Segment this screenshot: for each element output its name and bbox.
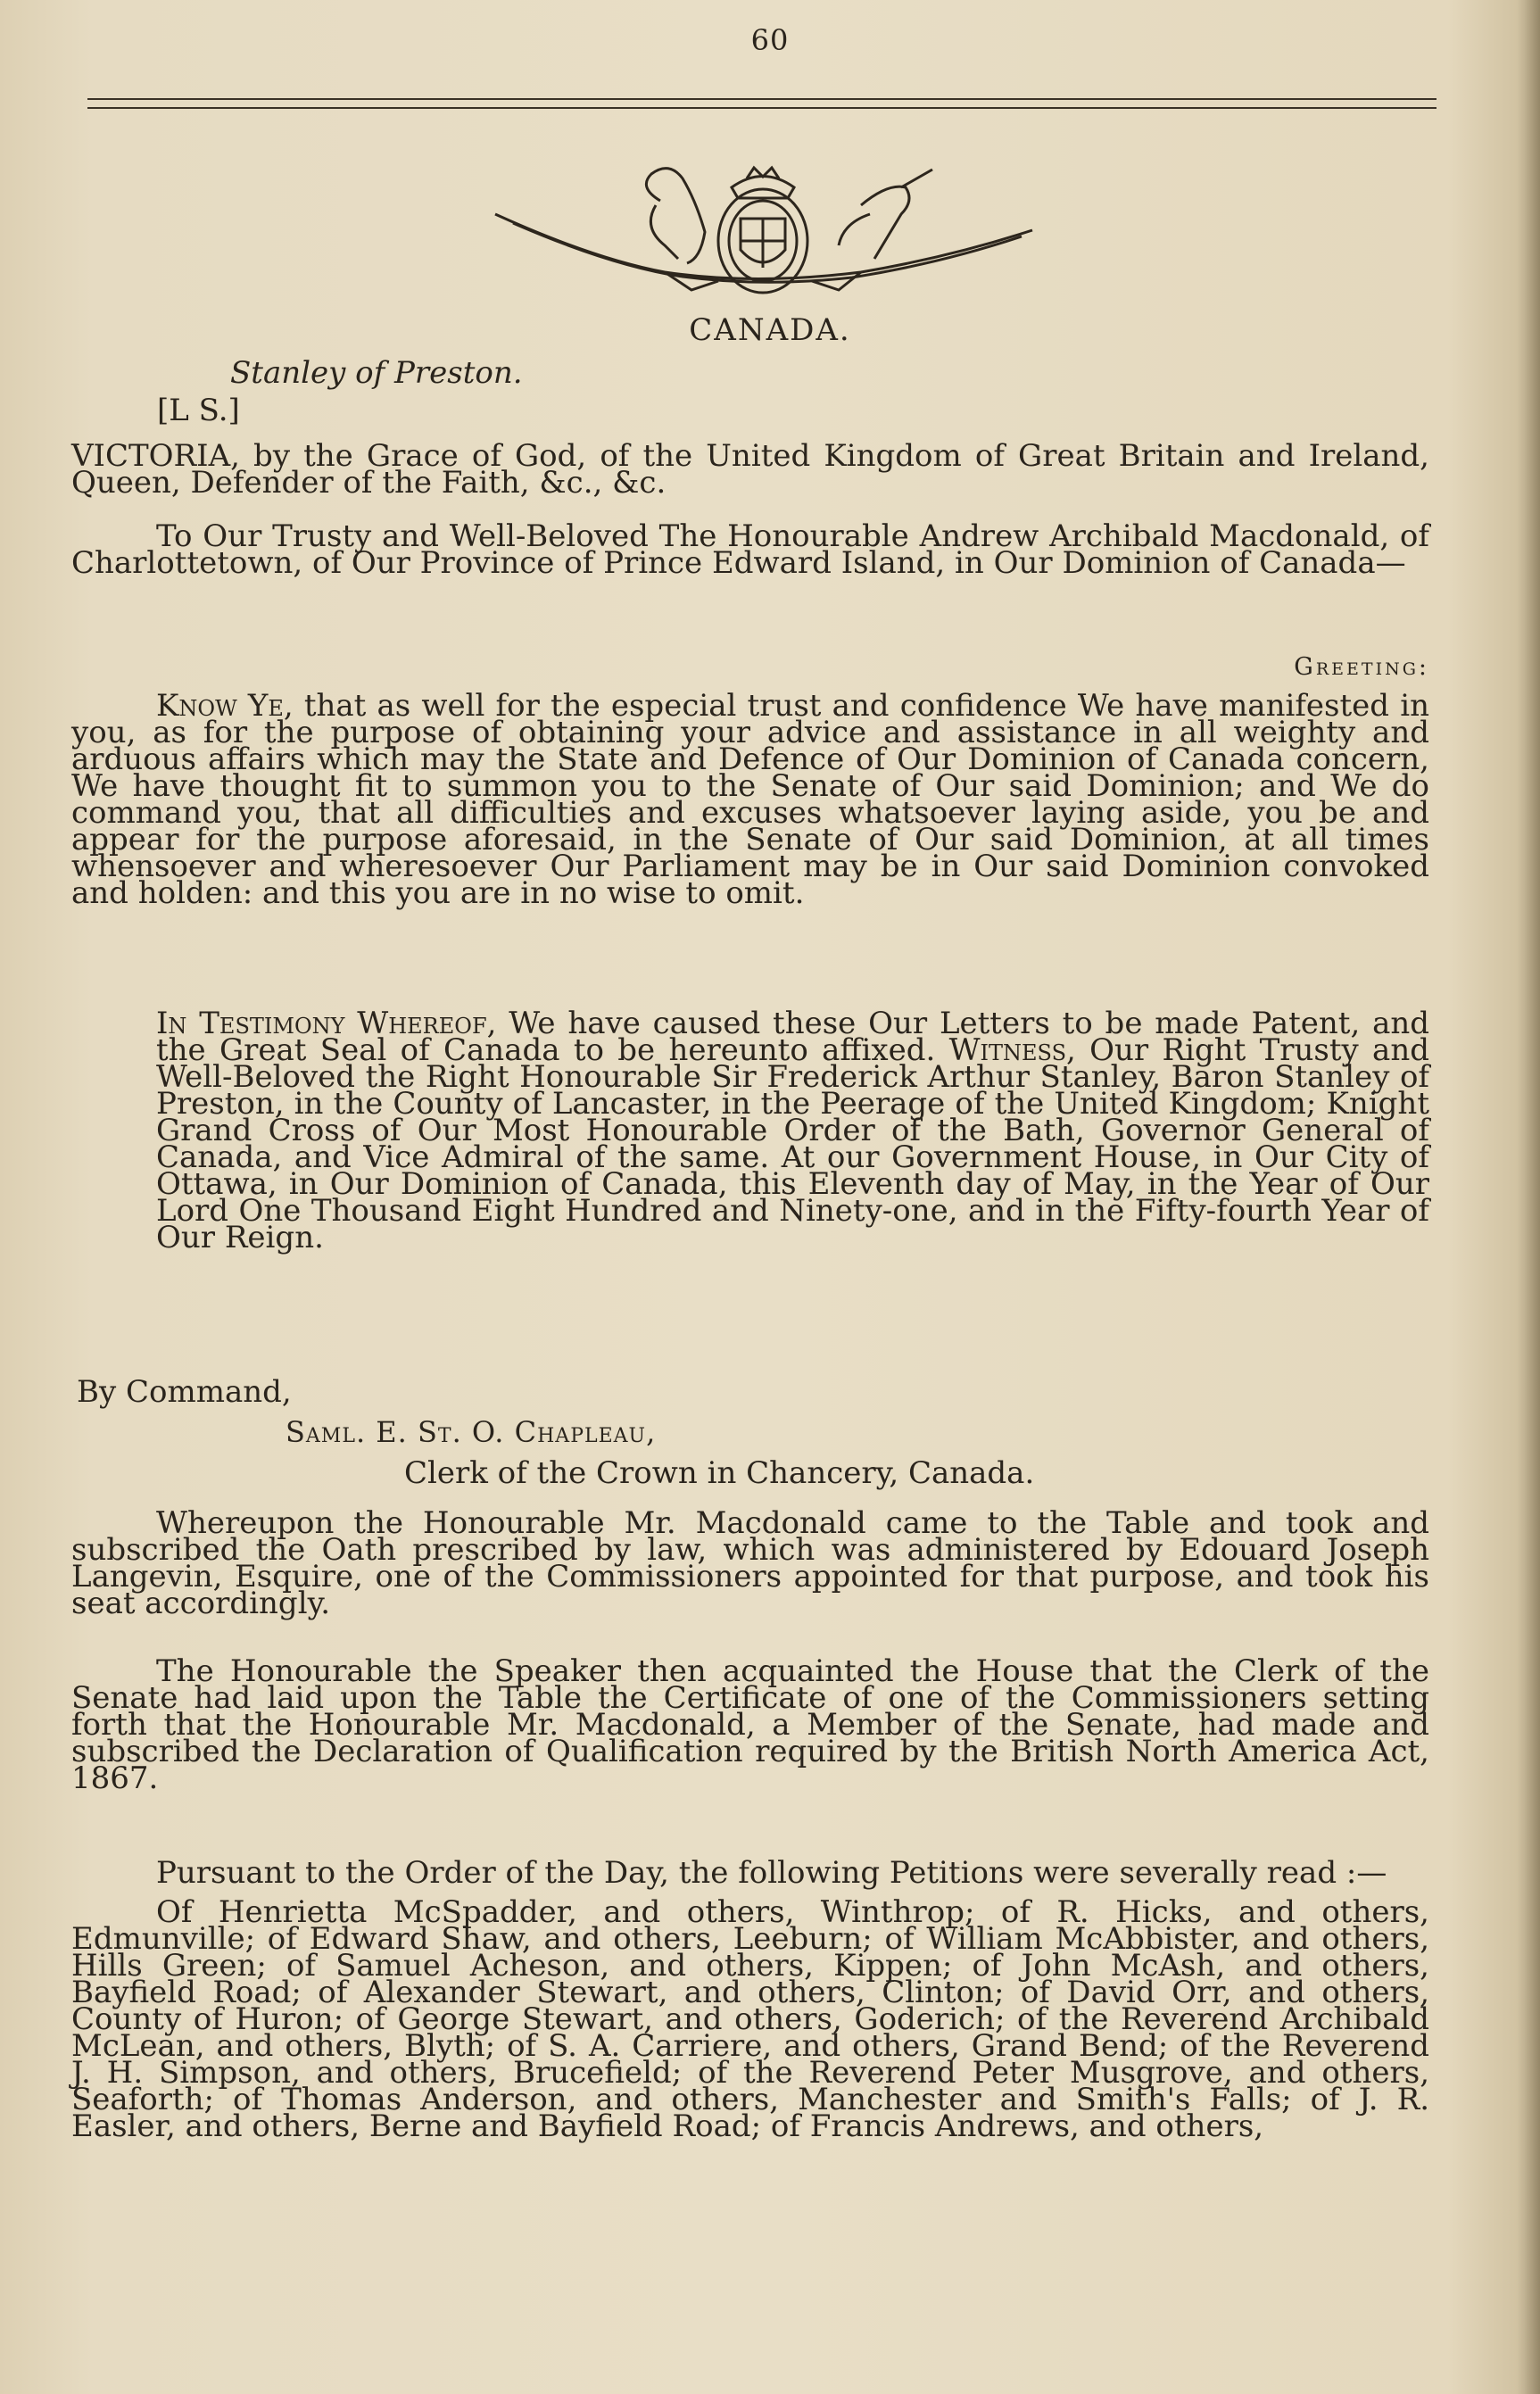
- testimony-paragraph: [156, 1006, 1430, 1255]
- royal-coat-of-arms-icon: [486, 152, 1039, 308]
- by-command: By Command,: [77, 1374, 292, 1410]
- oath-paragraph: Whereupon the Honourable Mr. Macdonald came to the Table and took and subscribed the Oath prescribed by law, which was administered by Edouard Joseph Langevin, Esquire, one of the Commissioners appointed for that purpose, and took his seat accordingly.: [71, 1505, 1429, 1621]
- address-paragraph: To Our Trusty and Well-Beloved The Honourable Andrew Archibald Macdonald, of Charlottetown, of Our Province of Prince Edward Island, in Our Dominion of Canada—: [71, 518, 1429, 581]
- signer-name: Stanley of Preston.: [230, 355, 523, 391]
- seal-mark: [L S.]: [157, 393, 240, 428]
- witness-label: Witness,: [948, 1032, 1076, 1068]
- testimony-body-1: We have caused these Our Letters to be made Patent, and the Great Seal of Canada to be hereunto affixed.: [156, 1006, 1430, 1068]
- header-rule-top: [87, 98, 1437, 100]
- heading-canada: CANADA.: [689, 312, 851, 348]
- page-number: 60: [750, 23, 790, 57]
- petitions-paragraph: Of Henrietta McSpadder, and others, Winthrop; of R. Hicks, and others, Edmunville; of Edward Shaw, and others, Leeburn; of William McAbbister, and others, Hills Green; of Samuel Acheson, and others, Kippen; of John McAsh, and others, Bayfield Road; of Alexander Stewart, and others, Clinton; of David Orr, and others, County of Huron; of George Stewart, and others, Goderich; of the Reverend Archibald McLean, and others, Blyth; of S. A. Carriere, and others, Grand Bend; of the Reverend J. H. Simpson, and others, Brucefield; of the Reverend Peter Musgrove, and others, Seaforth; of Thomas Anderson, and others, Manchester and Smith's Falls; of J. R. Easler, and others, Berne and Bayfield Road; of Francis Andrews, and others,: [71, 1894, 1429, 2144]
- order-paragraph: Pursuant to the Order of the Day, the following Petitions were severally read :—: [156, 1855, 1387, 1891]
- know-ye-lead: Know Ye,: [156, 688, 294, 724]
- clerk-name: Saml. E. St. O. Chapleau,: [286, 1415, 657, 1449]
- speaker-paragraph: The Honourable the Speaker then acquainted the House that the Clerk of the Senate had laid upon the Table the Certificate of one of the Commissioners setting forth that the Honourable Mr. Macdonald, a Member of the Senate, had made and subscribed the Declaration of Qualification required by the British North America Act, 1867.: [71, 1653, 1429, 1796]
- page-edge-shadow: [1517, 0, 1540, 2394]
- greeting: Greeting:: [1294, 653, 1429, 681]
- testimony-body-2: Our Right Trusty and Well-Beloved the Right Honourable Sir Frederick Arthur Stanley, Baron Stanley of Preston, in the County of Lancaster, in the Peerage of the United Kingdom; Knight Grand Cross of Our Most Honourable Order of the Bath, Governor General of Canada, and Vice Admiral of the same. At our Government House, in Our City of Ottawa, in Our Dominion of Canada, this Eleventh day of May, in the Year of Our Lord One Thousand Eight Hundred and Ninety-one, and in the Fifty-fourth Year of Our Reign.: [156, 1032, 1429, 1255]
- header-rule-bottom: [87, 107, 1437, 109]
- know-ye-body: that as well for the especial trust and confidence We have manifested in you, as for the purpose of obtaining your advice and assistance in all weighty and arduous affairs which may the State and Defence of Our Dominion of Canada concern, We have thought fit to summon you to the Senate of Our said Dominion; and We do command you, that all difficulties and excuses whatsoever laying aside, you be and appear for the purpose aforesaid, in the Senate of Our said Dominion, at all times whensoever and wheresoever Our Parliament may be in Our said Dominion convoked and holden: and this you are in no wise to omit.: [71, 688, 1429, 911]
- clerk-title: Clerk of the Crown in Chancery, Canada.: [404, 1455, 1035, 1491]
- testimony-lead: In Testimony Whereof,: [156, 1006, 497, 1041]
- know-ye-paragraph: [71, 688, 1429, 911]
- proclamation-paragraph: VICTORIA, by the Grace of God, of the United Kingdom of Great Britain and Ireland, Queen, Defender of the Faith, &c., &c.: [71, 438, 1429, 501]
